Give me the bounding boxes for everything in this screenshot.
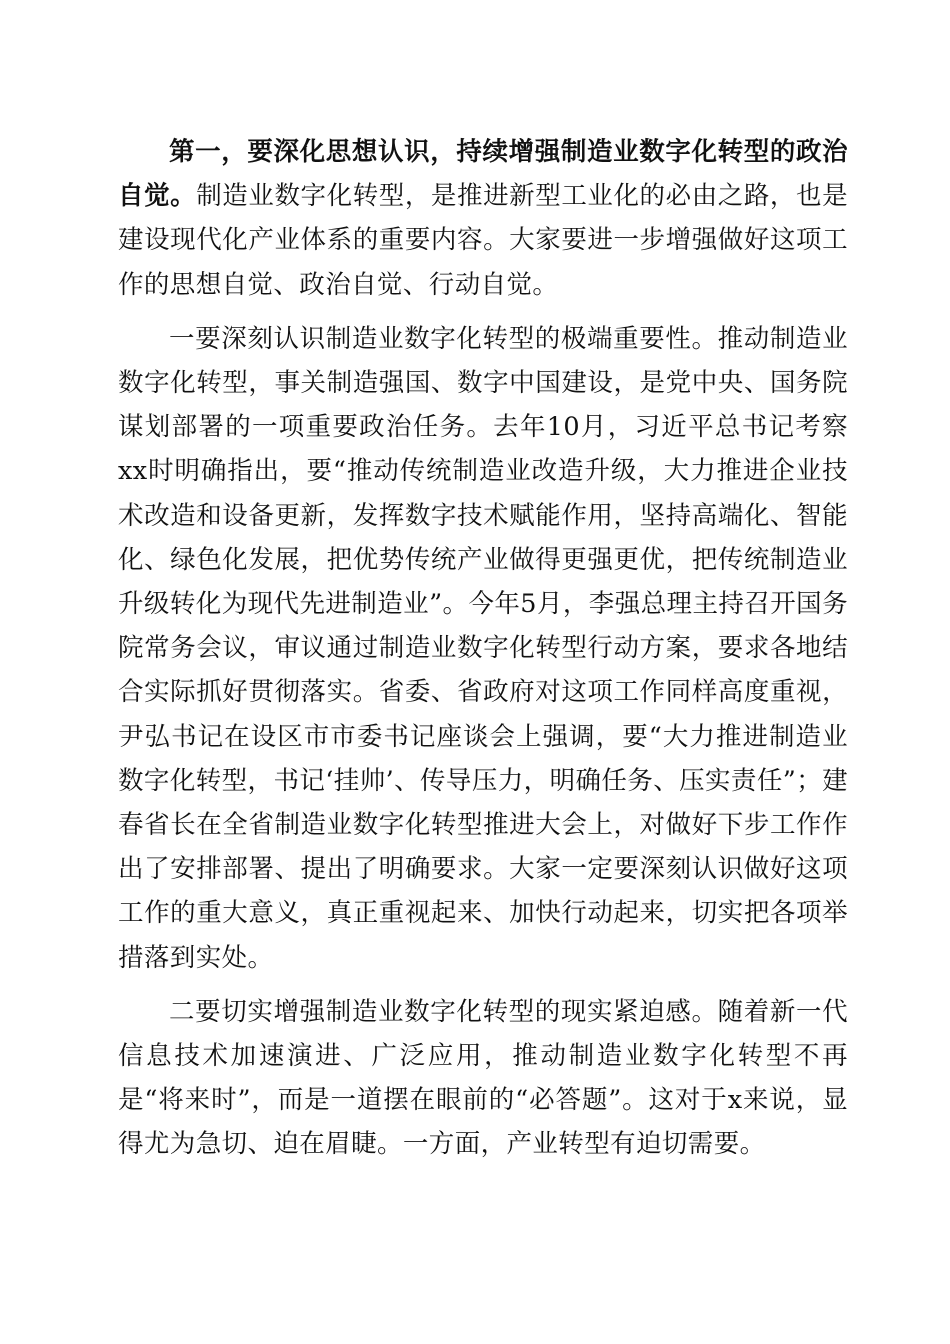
paragraph-3 — [118, 990, 848, 1167]
paragraph-2 — [118, 317, 848, 980]
paragraph-1 — [118, 130, 848, 307]
paragraph-3-text: 二要切实增强制造业数字化转型的现实紧迫感。随着新一代信息技术加速演进、广泛应用，推动制造业数字化转型不再是“将来时”，而是一道摆在眼前的“必答题”。这对于x来说，显得尤为急切、迫在眉睫。一方面，产业转型有迫切需要。 — [118, 996, 848, 1160]
paragraph-2-text: 一要深刻认识制造业数字化转型的极端重要性。推动制造业数字化转型，事关制造强国、数字中国建设，是党中央、国务院谋划部署的一项重要政治任务。去年10月，习近平总书记考察xx时明确指出，要“推动传统制造业改造升级，大力推进企业技术改造和设备更新，发挥数字技术赋能作用，坚持高端化、智能化、绿色化发展，把优势传统产业做得更强更优，把传统制造业升级转化为现代先进制造业”。今年5月，李强总理主持召开国务院常务会议，审议通过制造业数字化转型行动方案，要求各地结合实际抓好贯彻落实。省委、省政府对这项工作同样高度重视，尹弘书记在设区市市委书记座谈会上强调，要“大力推进制造业数字化转型，书记‘挂帅’、传导压力，明确任务、压实责任”；建春省长在全省制造业数字化转型推进大会上，对做好下步工作作出了安排部署、提出了明确要求。大家一定要深刻认识做好这项工作的重大意义，真正重视起来、加快行动起来，切实把各项举措落到实处。 — [118, 323, 848, 973]
paragraph-1-text: 制造业数字化转型，是推进新型工业化的必由之路，也是建设现代化产业体系的重要内容。大家要进一步增强做好这项工作的思想自觉、政治自觉、行动自觉。 — [118, 181, 848, 300]
document-body — [118, 130, 848, 1167]
paragraph-1-heading: 第一，要深化思想认识，持续增强制造业数字化转型的政治自觉。 — [118, 137, 848, 212]
